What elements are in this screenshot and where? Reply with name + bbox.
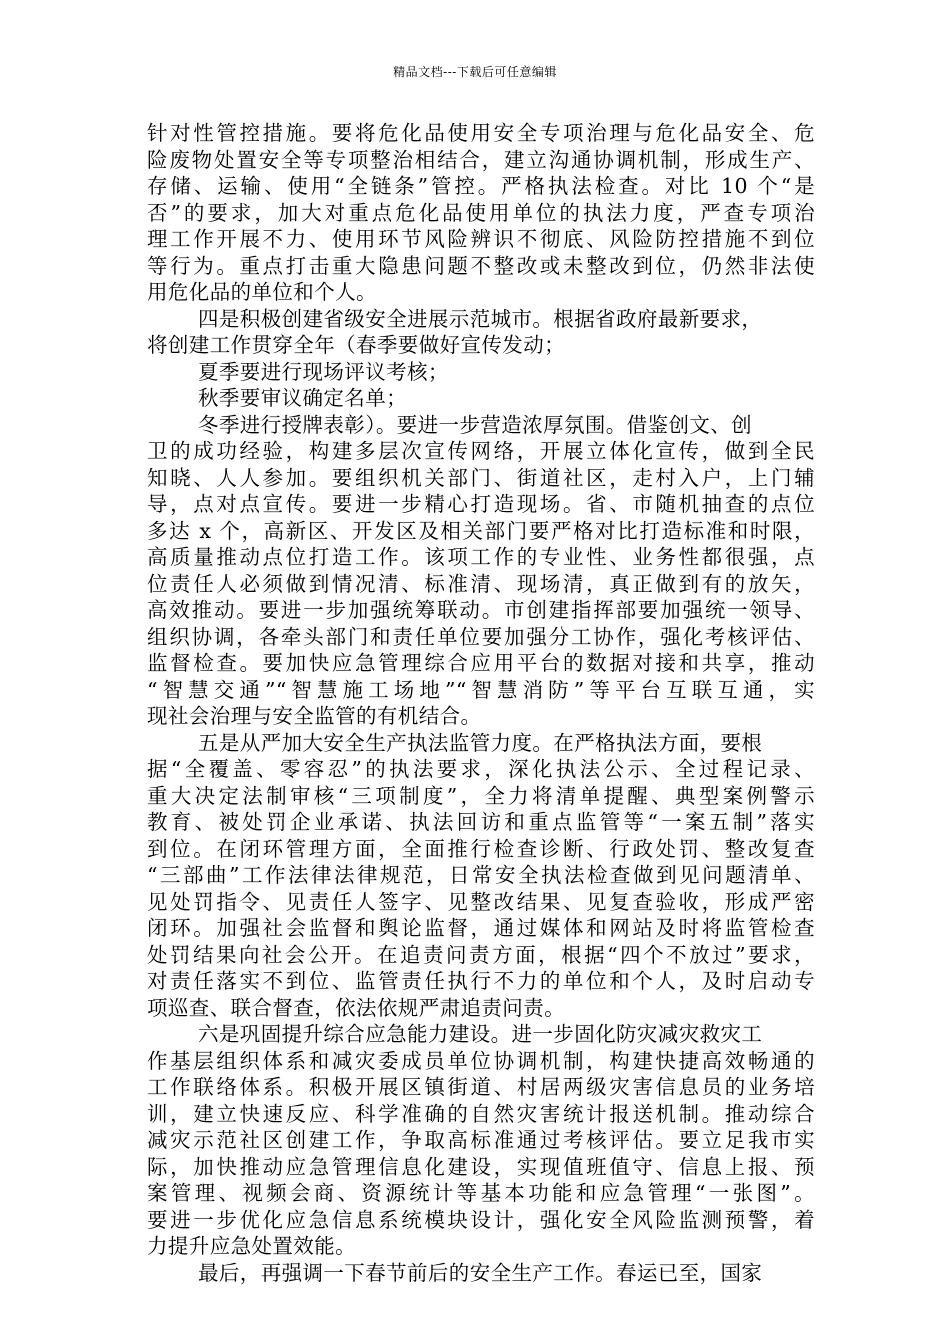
text-line: 重大决定法制审核“三项制度”，全力将清单提醒、典型案例警示 bbox=[147, 783, 815, 808]
text-line: 作基层组织体系和减灾委成员单位协调机制，构建快捷高效畅通的 bbox=[147, 1048, 815, 1073]
page-header: 精品文档---下载后可任意编辑 bbox=[393, 65, 557, 79]
text-line: 到位。在闭环管理方面，全面推行检查诊断、行政处罚、整改复查 bbox=[147, 836, 815, 861]
text-line: 理工作开展不力、使用环节风险辨识不彻底、风险防控措施不到位 bbox=[147, 227, 815, 251]
text-line: 卫的成功经验，构建多层次宣传网络，开展立体化宣传，做到全民 bbox=[147, 439, 815, 463]
text-line: 存储、运输、使用“全链条”管控。严格执法检查。对比 10 个“是 bbox=[147, 174, 815, 198]
text-line: 六是巩固提升综合应急能力建设。进一步固化防灾减灾救灾工 bbox=[198, 1022, 763, 1046]
text-line: 位责任人必须做到情况清、标准清、现场清，真正做到有的放矢， bbox=[147, 571, 815, 596]
text-line: “三部曲”工作法律法律规范，日常安全执法检查做到见问题清单、 bbox=[147, 863, 815, 887]
text-line: 见处罚指令、见责任人签字、见整改结果、见复查验收，形成严密 bbox=[147, 889, 815, 914]
text-line: 等行为。重点打击重大隐患问题不整改或未整改到位，仍然非法使 bbox=[147, 253, 815, 278]
text-line: 闭环。加强社会监督和舆论监督，通过媒体和网站及时将监管检查 bbox=[147, 916, 815, 940]
text-line: 四是积极创建省级安全进展示范城市。根据省政府最新要求， bbox=[198, 306, 763, 331]
text-line: 多达 x 个，高新区、开发区及相关部门要严格对比打造标准和时限， bbox=[147, 518, 815, 543]
text-line: 用危化品的单位和个人。 bbox=[147, 280, 377, 304]
text-line: 五是从严加大安全生产执法监管力度。在严格执法方面，要根 bbox=[198, 730, 763, 755]
text-line: 对责任落实不到位、监管责任执行不力的单位和个人，及时启动专 bbox=[147, 969, 815, 993]
text-line: 高质量推动点位打造工作。该项工作的专业性、业务性都很强，点 bbox=[147, 545, 815, 569]
text-line: 力提升应急处置效能。 bbox=[147, 1234, 356, 1258]
text-line: 教育、被处罚企业承诺、执法回访和重点监管等“一案五制”落实 bbox=[147, 810, 815, 834]
text-line: 知晓、人人参加。要组织机关部门、街道社区，走村入户，上门辅 bbox=[147, 465, 815, 490]
text-line: 针对性管控措施。要将危化品使用安全专项治理与危化品安全、危 bbox=[147, 121, 815, 145]
text-line: 现社会治理与安全监管的有机结合。 bbox=[147, 704, 482, 728]
text-line: 减灾示范社区创建工作，争取高标准通过考核评估。要立足我市实 bbox=[147, 1128, 815, 1152]
text-line: 项巡查、联合督查，依法依规严肃追责问责。 bbox=[147, 995, 565, 1020]
text-line: 冬季进行授牌表彰）。要进一步营造浓厚氛围。借鉴创文、创 bbox=[198, 412, 753, 437]
text-line: 否”的要求，加大对重点危化品使用单位的执法力度，严查专项治 bbox=[147, 200, 815, 225]
text-line: 夏季要进行现场评议考核； bbox=[198, 359, 449, 384]
text-line: 高效推动。要进一步加强统筹联动。市创建指挥部要加强统一领导、 bbox=[147, 598, 815, 622]
text-line: 将创建工作贯穿全年（春季要做好宣传发动； bbox=[147, 333, 565, 357]
text-line: 要进一步优化应急信息系统模块设计，强化安全风险监测预警，着 bbox=[147, 1207, 815, 1232]
text-line: 案管理、视频会商、资源统计等基本功能和应急管理“一张图”。 bbox=[147, 1181, 815, 1205]
text-line: 据“全覆盖、零容忍”的执法要求，深化执法公示、全过程记录、 bbox=[147, 757, 815, 781]
text-line: 组织协调，各牵头部门和责任单位要加强分工协作，强化考核评估、 bbox=[147, 624, 815, 649]
text-line: 际，加快推动应急管理信息化建设，实现值班值守、信息上报、预 bbox=[147, 1154, 815, 1179]
text-line: 处罚结果向社会公开。在追责问责方面，根据“四个不放过”要求， bbox=[147, 942, 815, 967]
document-body bbox=[147, 120, 815, 1286]
text-line: 最后，再强调一下春节前后的安全生产工作。春运已至，国家 bbox=[198, 1260, 763, 1285]
text-line: 监督检查。要加快应急管理综合应用平台的数据对接和共享，推动 bbox=[147, 651, 815, 675]
text-line: 导，点对点宣传。要进一步精心打造现场。省、市随机抽查的点位 bbox=[147, 492, 815, 516]
text-line: “智慧交通”“智慧施工场地”“智慧消防”等平台互联互通，实 bbox=[147, 677, 815, 702]
text-line: 险废物处置安全等专项整治相结合，建立沟通协调机制，形成生产、 bbox=[147, 147, 815, 172]
text-line: 工作联络体系。积极开展区镇街道、村居两级灾害信息员的业务培 bbox=[147, 1075, 815, 1099]
text-line: 训，建立快速反应、科学准确的自然灾害统计报送机制。推动综合 bbox=[147, 1101, 815, 1126]
text-line: 秋季要审议确定名单； bbox=[198, 386, 407, 410]
